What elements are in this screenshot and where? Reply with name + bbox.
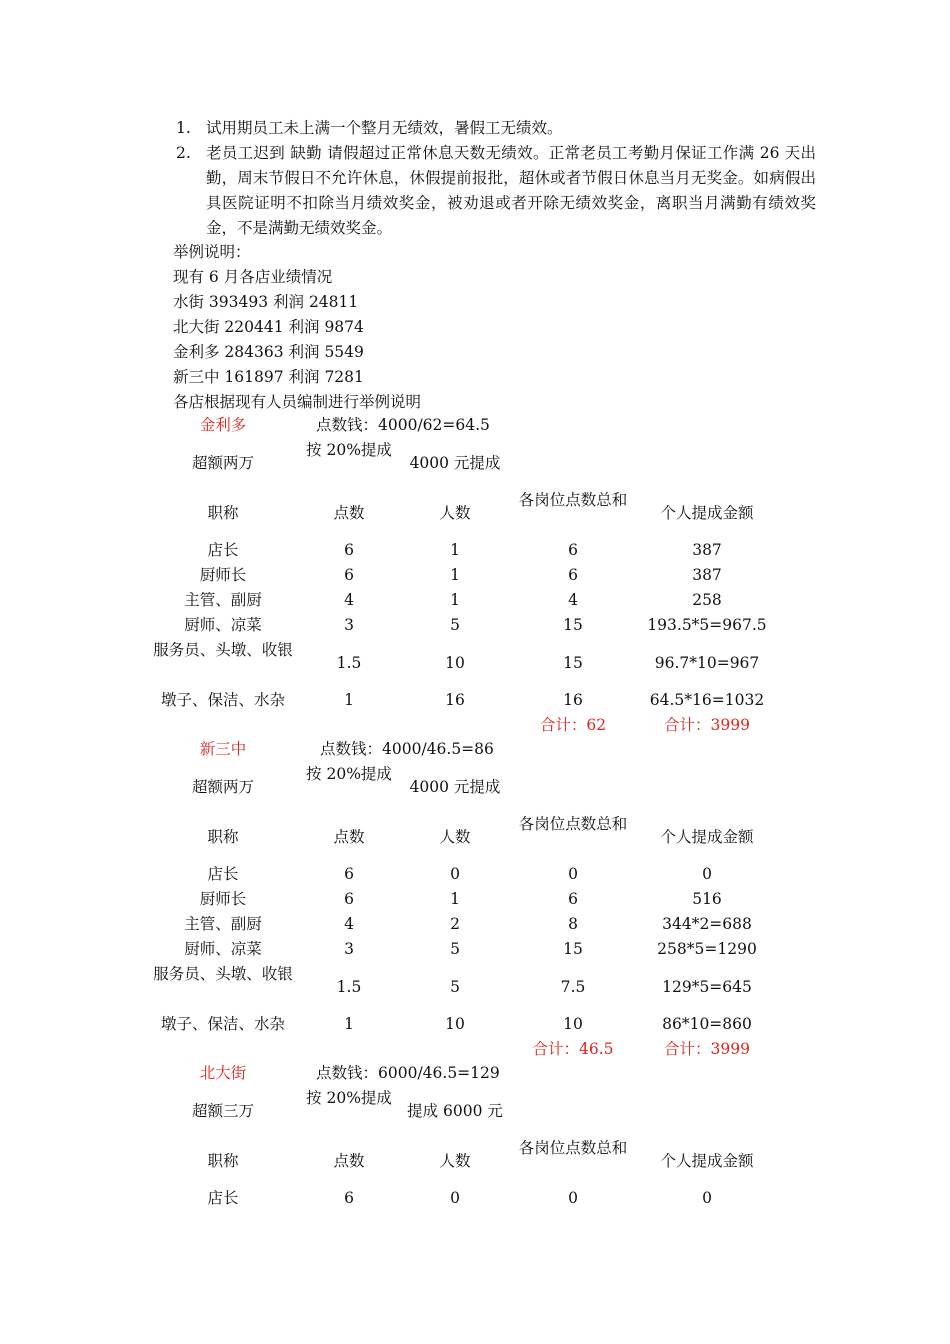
col-sum: 各岗位点数总和 [518, 815, 628, 833]
cell-amount: 193.5*5=967.5 [647, 616, 767, 634]
table-row [150, 613, 790, 638]
cell-title: 厨师、凉菜 [184, 940, 262, 958]
table-header-row [150, 1136, 790, 1186]
col-people: 人数 [439, 504, 471, 522]
cell-points: 1 [344, 691, 354, 709]
commission-amount: 4000 元提成 [409, 778, 501, 796]
commission-row [150, 762, 790, 812]
cell-people: 0 [450, 1189, 460, 1207]
store-name: 北大街 [199, 1064, 247, 1082]
rule-number: 1. [176, 119, 191, 137]
cell-amount: 64.5*16=1032 [649, 691, 765, 709]
over-target: 超额三万 [191, 1102, 254, 1120]
cell-title: 厨师、凉菜 [184, 616, 262, 634]
rule-text: 老员工迟到 缺勤 请假超过正常休息天数无绩效。正常老员工考勤月保证工作满 26 天出勤，周末节假日不允许休息，休假提前报批，超休或者节假日休息当月无奖金。如病假出具医院证明不扣除当月绩效奖金，被劝退或者开除无绩效奖金，离职当月满勤有绩效奖金，不是满勤无绩效奖金。 [206, 144, 816, 237]
cell-amount: 344*2=688 [662, 915, 752, 933]
cell-title: 墩子、保洁、水杂 [160, 691, 285, 709]
over-target: 超额两万 [191, 778, 254, 796]
total-amount: 合计：3999 [664, 716, 750, 734]
table-row [150, 962, 790, 1012]
cell-title: 墩子、保洁、水杂 [160, 1015, 285, 1033]
col-sum: 各岗位点数总和 [518, 1139, 628, 1157]
rules-list [176, 116, 816, 241]
point-money: 点数钱：6000/46.5=129 [316, 1064, 500, 1082]
cell-points: 6 [344, 865, 354, 883]
store-line: 新三中 161897 利润 7281 [173, 368, 364, 386]
table-header-row [150, 488, 790, 538]
cell-sum: 6 [568, 566, 578, 584]
col-points: 点数 [333, 828, 365, 846]
cell-people: 0 [450, 865, 460, 883]
store-line: 北大街 220441 利润 9874 [173, 318, 364, 336]
cell-sum: 15 [563, 616, 583, 634]
table-row [150, 563, 790, 588]
store-name: 新三中 [199, 740, 247, 758]
table-row [150, 862, 790, 887]
col-amount: 个人提成金额 [660, 504, 754, 522]
commission-rate: 按 20%提成 [306, 441, 392, 459]
cell-amount: 96.7*10=967 [654, 654, 760, 672]
store-table-jinliduo [150, 413, 790, 738]
point-money: 点数钱：4000/62=64.5 [316, 416, 490, 434]
cell-title: 服务员、头墩、收银 [153, 965, 293, 983]
cell-points: 4 [344, 591, 354, 609]
cell-people: 2 [450, 915, 460, 933]
store-header-row [150, 413, 790, 438]
store-header-row [150, 1061, 790, 1086]
intro-section [173, 240, 773, 415]
cell-amount: 129*5=645 [662, 978, 752, 996]
cell-people: 5 [450, 616, 460, 634]
cell-points: 3 [344, 616, 354, 634]
june-title: 现有 6 月各店业绩情况 [173, 268, 333, 286]
cell-people: 16 [445, 691, 465, 709]
total-points: 合计：62 [539, 716, 607, 734]
cell-title: 厨师长 [199, 890, 247, 908]
store-line: 水街 393493 利润 24811 [173, 293, 359, 311]
table-row [150, 912, 790, 937]
cell-points: 4 [344, 915, 354, 933]
cell-amount: 258*5=1290 [657, 940, 757, 958]
cell-amount: 258 [692, 591, 722, 609]
cell-people: 1 [450, 591, 460, 609]
cell-people: 10 [445, 1015, 465, 1033]
cell-amount: 387 [692, 566, 722, 584]
cell-sum: 6 [568, 541, 578, 559]
cell-sum: 7.5 [560, 978, 586, 996]
store-table-beidajie [150, 1061, 790, 1211]
commission-row [150, 438, 790, 488]
cell-people: 1 [450, 566, 460, 584]
col-people: 人数 [439, 1152, 471, 1170]
total-row [150, 713, 790, 738]
rule-number: 2. [176, 144, 191, 162]
table-row [150, 937, 790, 962]
cell-title: 主管、副厨 [184, 591, 262, 609]
store-header-row [150, 737, 790, 762]
cell-sum: 8 [568, 915, 578, 933]
commission-row [150, 1086, 790, 1136]
cell-title: 厨师长 [199, 566, 247, 584]
cell-sum: 15 [563, 940, 583, 958]
store-table-xinsanzhong [150, 737, 790, 1062]
table-header-row [150, 812, 790, 862]
commission-rate: 按 20%提成 [306, 765, 392, 783]
table-row [150, 1186, 790, 1211]
cell-sum: 0 [568, 1189, 578, 1207]
cell-people: 1 [450, 890, 460, 908]
col-people: 人数 [439, 828, 471, 846]
cell-points: 1.5 [336, 654, 362, 672]
col-points: 点数 [333, 1152, 365, 1170]
rule-text: 试用期员工未上满一个整月无绩效，暑假工无绩效。 [206, 119, 563, 137]
col-title: 职称 [207, 504, 239, 522]
rule-item [176, 141, 816, 241]
cell-points: 1 [344, 1015, 354, 1033]
cell-title: 店长 [207, 541, 239, 559]
cell-title: 店长 [207, 1189, 239, 1207]
cell-title: 主管、副厨 [184, 915, 262, 933]
intro-note: 各店根据现有人员编制进行举例说明 [173, 393, 422, 411]
total-points: 合计：46.5 [532, 1040, 614, 1058]
store-line: 金利多 284363 利润 5549 [173, 343, 364, 361]
cell-amount: 516 [692, 890, 722, 908]
cell-sum: 4 [568, 591, 578, 609]
table-row [150, 638, 790, 688]
col-title: 职称 [207, 1152, 239, 1170]
col-title: 职称 [207, 828, 239, 846]
cell-amount: 387 [692, 541, 722, 559]
cell-amount: 86*10=860 [662, 1015, 752, 1033]
point-money: 点数钱：4000/46.5=86 [320, 740, 494, 758]
cell-sum: 0 [568, 865, 578, 883]
example-heading: 举例说明： [173, 243, 251, 261]
col-amount: 个人提成金额 [660, 1152, 754, 1170]
commission-amount: 4000 元提成 [409, 454, 501, 472]
cell-people: 10 [445, 654, 465, 672]
cell-points: 6 [344, 1189, 354, 1207]
cell-title: 店长 [207, 865, 239, 883]
table-row [150, 588, 790, 613]
table-row [150, 688, 790, 713]
cell-people: 5 [450, 978, 460, 996]
col-amount: 个人提成金额 [660, 828, 754, 846]
commission-rate: 按 20%提成 [306, 1089, 392, 1107]
cell-sum: 10 [563, 1015, 583, 1033]
cell-people: 1 [450, 541, 460, 559]
commission-amount: 提成 6000 元 [407, 1102, 503, 1120]
cell-points: 6 [344, 566, 354, 584]
col-points: 点数 [333, 504, 365, 522]
col-sum: 各岗位点数总和 [518, 491, 628, 509]
total-amount: 合计：3999 [664, 1040, 750, 1058]
cell-points: 1.5 [336, 978, 362, 996]
total-row [150, 1037, 790, 1062]
over-target: 超额两万 [191, 454, 254, 472]
table-row [150, 1012, 790, 1037]
cell-title: 服务员、头墩、收银 [153, 641, 293, 659]
cell-amount: 0 [702, 865, 712, 883]
cell-sum: 16 [563, 691, 583, 709]
cell-points: 6 [344, 541, 354, 559]
cell-sum: 15 [563, 654, 583, 672]
cell-sum: 6 [568, 890, 578, 908]
cell-people: 5 [450, 940, 460, 958]
cell-points: 3 [344, 940, 354, 958]
rule-item [176, 116, 816, 141]
table-row [150, 538, 790, 563]
cell-points: 6 [344, 890, 354, 908]
cell-amount: 0 [702, 1189, 712, 1207]
table-row [150, 887, 790, 912]
store-name: 金利多 [199, 416, 247, 434]
